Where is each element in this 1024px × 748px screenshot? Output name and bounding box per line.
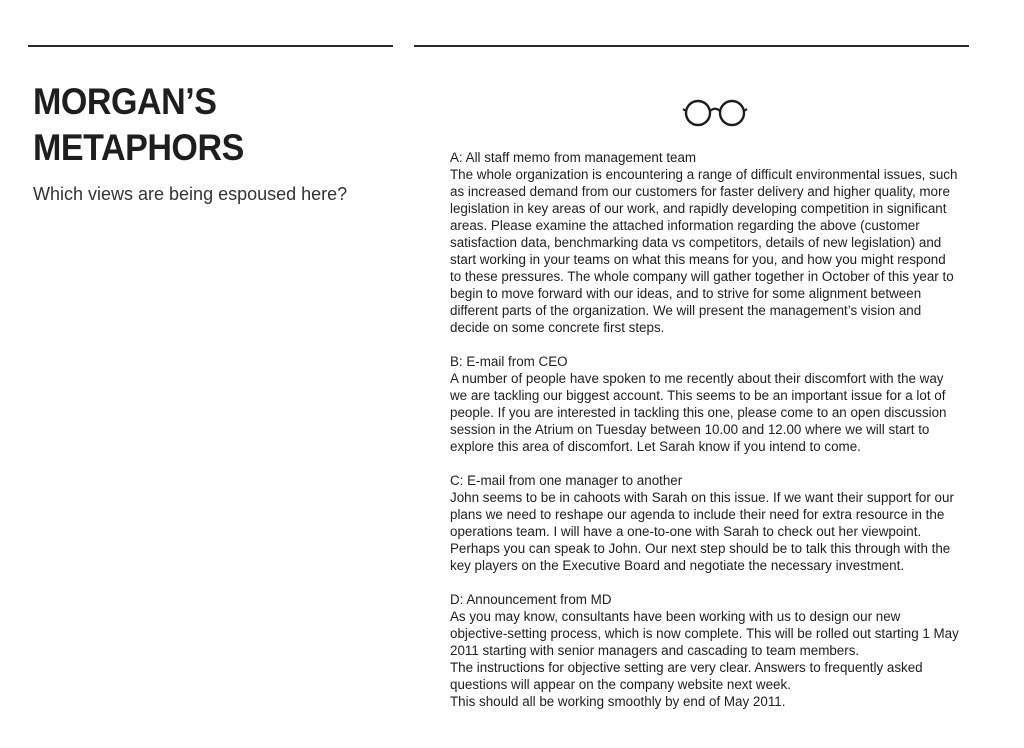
divider-right [414,45,969,47]
glasses-icon [682,98,748,128]
page-title-line-1: MORGAN’S [33,81,217,122]
memo-c [450,472,960,574]
memo-heading: A: All staff memo from management team [450,150,697,165]
memo-a [450,149,960,336]
memo-body: The whole organization is encountering a range of difficult environmental issues, such as increased demand from our customers for faster delivery and higher quality, more legislation in key areas of our work, and rapidly developing competition in significant areas. Please examine the attached information regarding the above (customer satisfaction data, benchmarking data vs competitors, details of new legislation) and start working in your teams on what this means for you, and how you might respond to these pressures. The whole company will gather together in October of this year to begin to move forward with our ideas, and to strive for some alignment between different parts of the organization. We will present the management’s vision and decide on some concrete first steps. [450,167,958,335]
memo-body: John seems to be in cahoots with Sarah on this issue. If we want their support for our plans we need to reshape our agenda to include their need for extra resource in the operations team. I will have a one-to-one with Sarah to check out her viewpoint. Perhaps you can speak to John. Our next step should be to talk this through with the key players on the Executive Board and negotiate the necessary investment. [450,490,954,573]
memo-heading: C: E-mail from one manager to another [450,473,683,488]
page-title-line-2: METAPHORS [33,127,244,168]
page-title [33,79,244,171]
memo-body: As you may know, consultants have been working with us to design our new objective-setting process, which is now complete. This will be rolled out starting 1 May 2011 starting with senior managers and cascading to team members. The instructions for objective setting are very clear. Answers to frequently asked questions will appear on the company website next week. This should all be working smoothly by end of May 2011. [450,609,959,709]
memo-d [450,591,960,710]
memo-b [450,353,960,455]
memo-heading: B: E-mail from CEO [450,354,568,369]
memo-body: A number of people have spoken to me recently about their discomfort with the way we are tackling our biggest account. This seems to be an important issue for a lot of people. If you are interested in tackling this one, please come to an open discussion session in the Atrium on Tuesday between 10.00 and 12.00 where we will start to explore this area of discomfort. Let Sarah know if you intend to come. [450,371,947,454]
memo-heading: D: Announcement from MD [450,592,612,607]
divider-left [28,45,393,47]
memo-list [450,149,960,727]
page-subtitle: Which views are being espoused here? [33,184,348,204]
